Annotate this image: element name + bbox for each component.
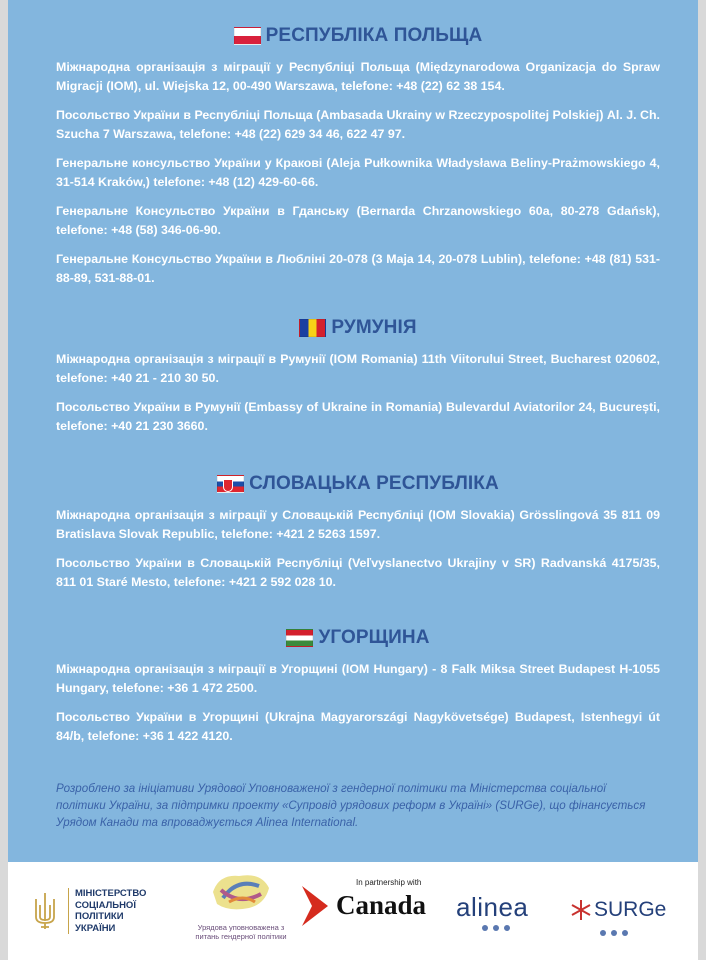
section-title: РЕСПУБЛІКА ПОЛЬЩА xyxy=(265,25,483,46)
hungary-flag-icon xyxy=(286,629,313,647)
canada-logo xyxy=(294,878,444,948)
ministry-name: МІНІСТЕРСТВО СОЦІАЛЬНОЇ ПОЛІТИКИ УКРАЇНИ xyxy=(68,888,164,934)
gender-commissioner-name: Урядова уповноважена з питань гендерної політики xyxy=(195,923,287,941)
section-entries xyxy=(56,506,660,592)
partnership-label: In partnership with xyxy=(356,878,422,887)
entry: Посольство України в Румунії (Embassy of Ukraine in Romania) Bulevardul Aviatorilor 24, București, telefone: +40 21 230 3660. xyxy=(56,400,660,433)
section-entries xyxy=(56,660,660,746)
trident-icon xyxy=(30,891,60,931)
maple-leaf-icon xyxy=(298,884,332,928)
section-poland xyxy=(56,22,660,288)
section-romania xyxy=(56,314,660,436)
entry: Міжнародна організація з міграції у Республіці Польща (Międzynarodowa Organizacja do Spraw Migracji (IOM), ul. Wiejska 12, 00-490 Warszawa, telefone: +48 (22) 62 38 154. xyxy=(56,60,660,93)
alinea-logo xyxy=(456,892,528,931)
gender-emblem-icon xyxy=(209,868,273,916)
section-slovakia xyxy=(56,470,660,592)
surge-dots-icon xyxy=(600,930,628,936)
entry: Генеральне Консульство України в Гданську (Bernarda Chrzanowskiego 60a, 80-278 Gdańsk), telefone: +48 (58) 346-06-90. xyxy=(56,204,660,237)
section-title: УГОРЩИНА xyxy=(318,627,430,648)
entry: Посольство України в Республіці Польща (Ambasada Ukrainy w Rzeczypospolitej Polskiej) Al. J. Ch. Szucha 7 Warszawa, telefone: +48 (22) 629 34 46, 622 47 97. xyxy=(56,108,660,141)
partner-logos-bar xyxy=(8,862,698,960)
slovakia-flag-icon xyxy=(217,475,244,493)
surge-logo xyxy=(570,898,666,922)
section-hungary xyxy=(56,624,660,746)
entry: Міжнародна організація з міграції у Словацькій Республіці (IOM Slovakia) Grösslingová 35 811 09 Bratislava Slovak Republic, telefone: +421 2 5263 1597. xyxy=(56,508,660,541)
footnote: Розроблено за ініціативи Урядової Уповноваженої з гендерної політики та Міністерства соціальної політики України, за підтримки проекту «Супровід урядових реформ в Україні» (SURGe), що фінансується Урядом Канади та впроваджується Alinea International. xyxy=(56,782,646,829)
section-header xyxy=(56,470,660,498)
alinea-wordmark: alinea xyxy=(456,892,529,922)
entry: Посольство України в Словацькій Республіці (Veľvyslanectvo Ukrajiny v SR) Radvanská 4175/35, 811 01 Staré Mesto, telefone: +421 2 592 028 10. xyxy=(56,556,660,589)
canada-wordmark: Canada xyxy=(336,890,427,920)
entry: Посольство України в Угорщині (Ukrajna Magyarországi Nagykövetsége) Budapest, Istenhegyi út 84/b, telefone: +36 1 422 4120. xyxy=(56,710,660,743)
info-sheet xyxy=(8,0,698,862)
section-header xyxy=(56,314,660,342)
entry: Міжнародна організація з міграції в Угорщині (IOM Hungary) - 8 Falk Miksa Street Budapest H-1055 Hungary, telefone: +36 1 472 2500. xyxy=(56,662,660,695)
entry: Генеральне Консульство України в Любліні 20-078 (3 Maja 14, 20-078 Lublin), telefone: +48 (81) 531-88-89, 531-88-01. xyxy=(56,252,660,285)
entry: Міжнародна організація з міграції в Румунії (IOM Romania) 11th Viitorului Street, Bucharest 020602, telefone: +40 21 - 210 30 50. xyxy=(56,352,660,385)
section-header xyxy=(56,624,660,652)
surge-wordmark: SURGe xyxy=(594,898,667,921)
section-entries xyxy=(56,58,660,288)
poland-flag-icon xyxy=(234,27,261,45)
section-title: СЛОВАЦЬКА РЕСПУБЛІКА xyxy=(249,473,499,494)
gender-commissioner-logo xyxy=(186,868,296,941)
section-header xyxy=(56,22,660,50)
ministry-logo xyxy=(30,888,164,934)
entry: Генеральне консульство України у Кракові (Aleja Pułkownika Władysława Beliny-Prażmowskiego 4, 31-514 Kraków,) telefone: +48 (12) 429-60-66. xyxy=(56,156,660,189)
alinea-dots-icon xyxy=(482,925,528,931)
section-entries xyxy=(56,350,660,436)
snowflake-icon xyxy=(570,899,592,921)
section-title: РУМУНІЯ xyxy=(331,317,417,338)
romania-flag-icon xyxy=(299,319,326,337)
